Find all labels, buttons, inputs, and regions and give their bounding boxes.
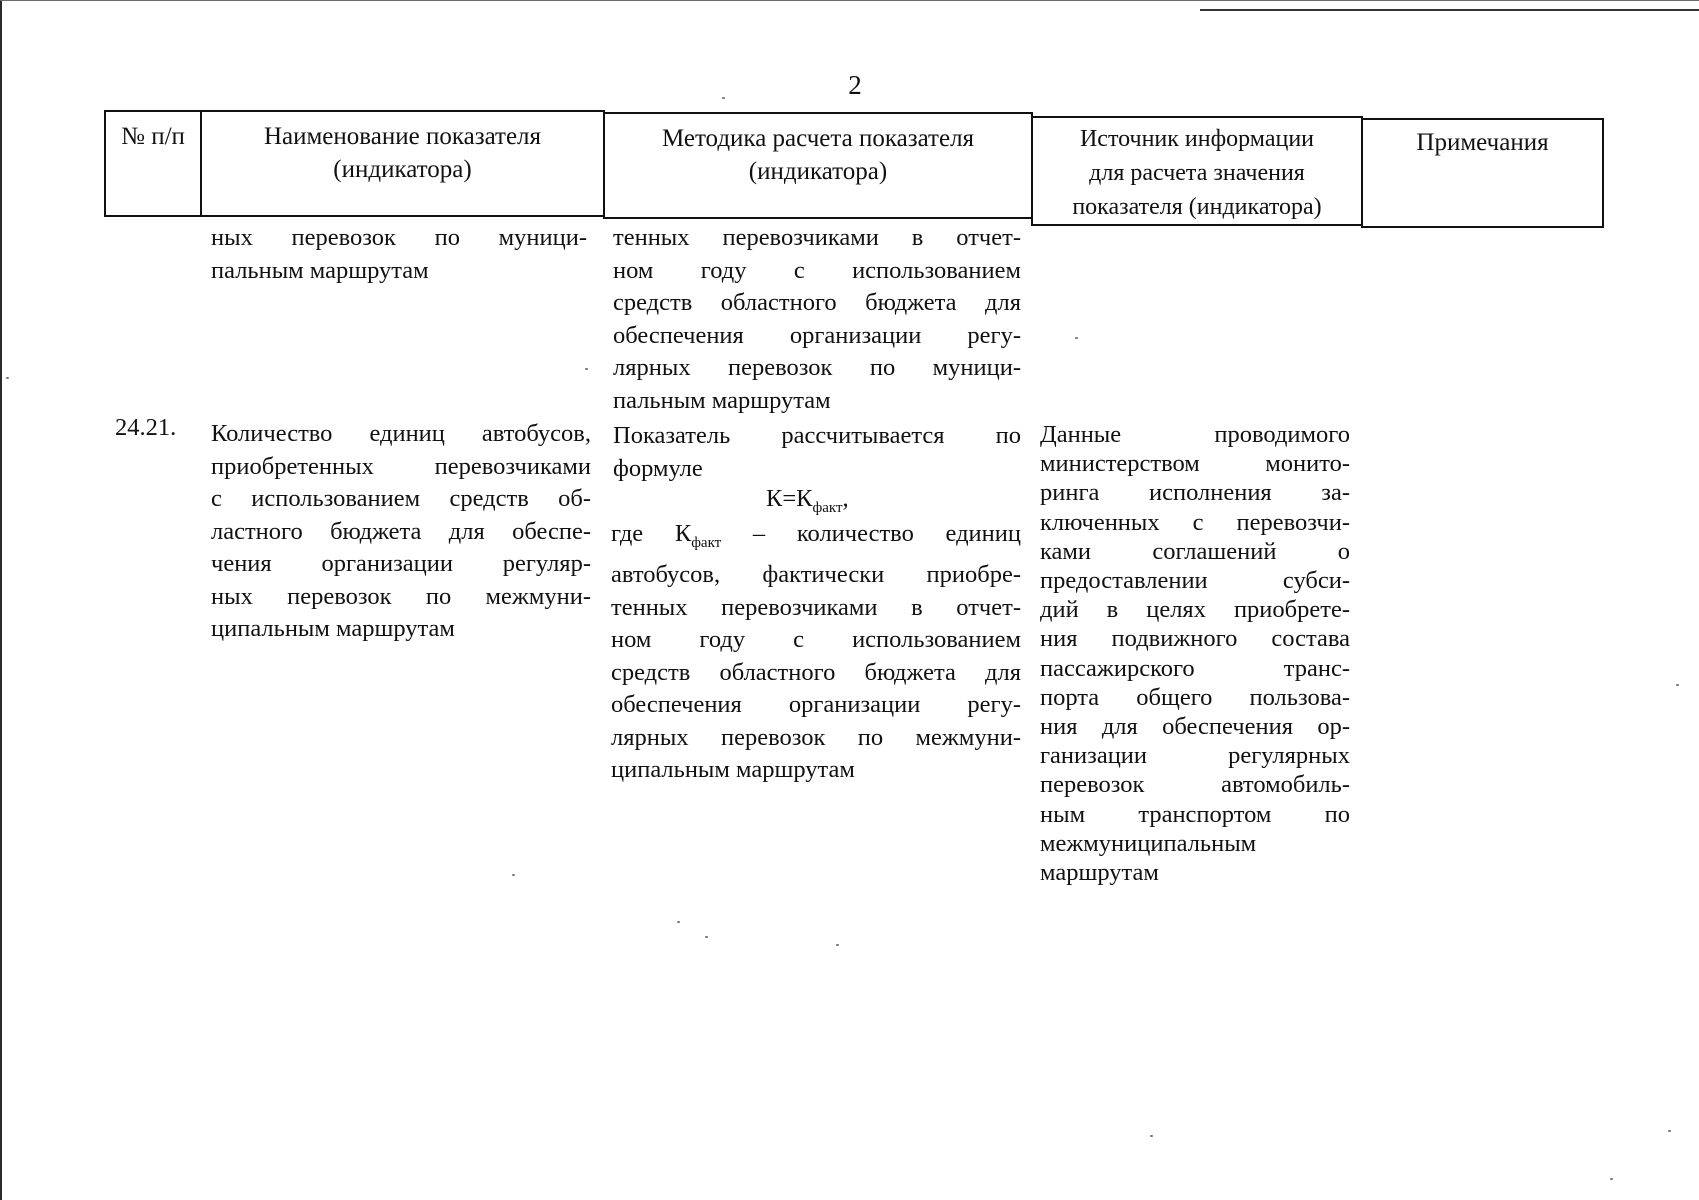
- header-line: № п/п: [121, 123, 185, 150]
- scan-edge-top-right: [1200, 9, 1699, 11]
- scan-edge-left: [0, 0, 2, 1200]
- row-number: 24.21.: [115, 414, 177, 441]
- method-body-cell: [611, 518, 1021, 787]
- text-line: межмуниципальным: [1040, 829, 1257, 857]
- continuation-method-cell: [613, 222, 1021, 417]
- text-line: тенных перевозчиками в отчет-: [611, 593, 1021, 621]
- text-line: дий в целях приобрете-: [1040, 596, 1350, 624]
- page-number: 2: [848, 70, 862, 100]
- header-cell-method: [603, 112, 1033, 219]
- scan-speck: [6, 377, 9, 379]
- where-subscript: факт: [691, 534, 722, 551]
- formula-lhs: К=К: [766, 485, 813, 512]
- text-line: средств областного бюджета для: [613, 289, 1021, 316]
- text-line: тенных перевозчиками в отчет-: [613, 224, 1021, 251]
- text-line: Показатель рассчитывается по: [613, 422, 1021, 449]
- formula-subscript: факт: [812, 499, 843, 516]
- text-line: ном году с использованием: [611, 626, 1021, 654]
- text-line: ключенных с перевозчи-: [1040, 508, 1350, 536]
- text-line: ластного бюджета для обеспе-: [211, 517, 591, 545]
- text-line: приобретенных перевозчиками: [211, 452, 591, 480]
- text-line: порта общего пользова-: [1040, 683, 1350, 711]
- scan-speck: [722, 97, 725, 99]
- text-line: ния для обеспечения ор-: [1040, 713, 1350, 741]
- text-line: ным транспортом по: [1040, 800, 1350, 828]
- text-line: ганизации регулярных: [1040, 742, 1350, 770]
- text-line: ния подвижного состава: [1040, 625, 1350, 653]
- text-line: Данные проводимого: [1040, 421, 1350, 448]
- text-line: лярных перевозок по межмуни-: [611, 723, 1021, 751]
- scan-speck: [1668, 1130, 1671, 1132]
- text-line: Количество единиц автобусов,: [211, 420, 591, 447]
- scan-speck: [1075, 337, 1078, 339]
- text-line: ных перевозок по межмуни-: [211, 582, 591, 610]
- scan-speck: [512, 874, 515, 876]
- text-line: предоставлении субси-: [1040, 567, 1350, 595]
- scan-speck: [1610, 1178, 1613, 1180]
- text-line: ных перевозок по муници-: [211, 224, 587, 251]
- header-cell-name: [200, 110, 605, 217]
- text-line: средств областного бюджета для: [611, 658, 1021, 686]
- header-line: показателя (индикатора): [1072, 194, 1322, 220]
- scan-speck: [677, 921, 680, 923]
- text-line: ном году с использованием: [613, 256, 1021, 284]
- header-line: Методика расчета показателя: [661, 125, 975, 152]
- text-line: министерством монито-: [1040, 450, 1350, 478]
- header-line: (индикатора): [333, 156, 472, 183]
- text-line: ринга исполнения за-: [1040, 479, 1350, 507]
- header-cell-number: [104, 110, 202, 217]
- formula: [766, 485, 849, 517]
- scan-speck: [585, 368, 588, 370]
- header-cell-source: [1031, 116, 1363, 226]
- where-suffix: – количество единиц: [721, 520, 1021, 547]
- text-line: обеспечения организации регу-: [613, 321, 1021, 349]
- text-line: перевозок автомобиль-: [1040, 771, 1350, 799]
- text-line: ками соглашений о: [1040, 537, 1350, 565]
- header-line: Наименование показателя: [263, 123, 542, 150]
- text-line: маршрутам: [1040, 859, 1159, 887]
- scan-speck: [705, 936, 708, 938]
- text-line: пальным маршрутам: [613, 386, 831, 414]
- continuation-name-cell: [211, 222, 587, 287]
- header-line: Примечания: [1416, 129, 1549, 156]
- text-line: [611, 518, 1021, 559]
- header-line: для расчета значения: [1089, 160, 1305, 186]
- header-line: Источник информации: [1079, 126, 1315, 152]
- scan-speck: [1676, 684, 1679, 686]
- text-line: с использованием средств об-: [211, 485, 591, 512]
- text-line: ципальным маршрутам: [611, 756, 855, 784]
- formula-tail: ,: [842, 485, 849, 512]
- text-line: пассажирского транс-: [1040, 654, 1350, 682]
- method-intro-cell: [613, 420, 1021, 485]
- text-line: обеспечения организации регу-: [611, 691, 1021, 719]
- source-cell: [1040, 420, 1350, 887]
- header-cell-notes: [1361, 118, 1604, 228]
- text-line: формуле: [613, 454, 703, 482]
- header-line: (индикатора): [748, 158, 888, 185]
- text-line: автобусов, фактически приобре-: [611, 561, 1021, 589]
- text-line: пальным маршрутам: [211, 256, 429, 284]
- scan-speck: [836, 944, 839, 946]
- text-line: ципальным маршрутам: [211, 615, 455, 642]
- text-line: чения организации регуляр-: [211, 550, 591, 577]
- text-line: лярных перевозок по муници-: [613, 354, 1021, 381]
- scan-edge-top: [0, 0, 1699, 1]
- scan-speck: [1150, 1135, 1153, 1137]
- indicator-name-cell: [211, 418, 591, 646]
- where-prefix: где К: [611, 520, 692, 547]
